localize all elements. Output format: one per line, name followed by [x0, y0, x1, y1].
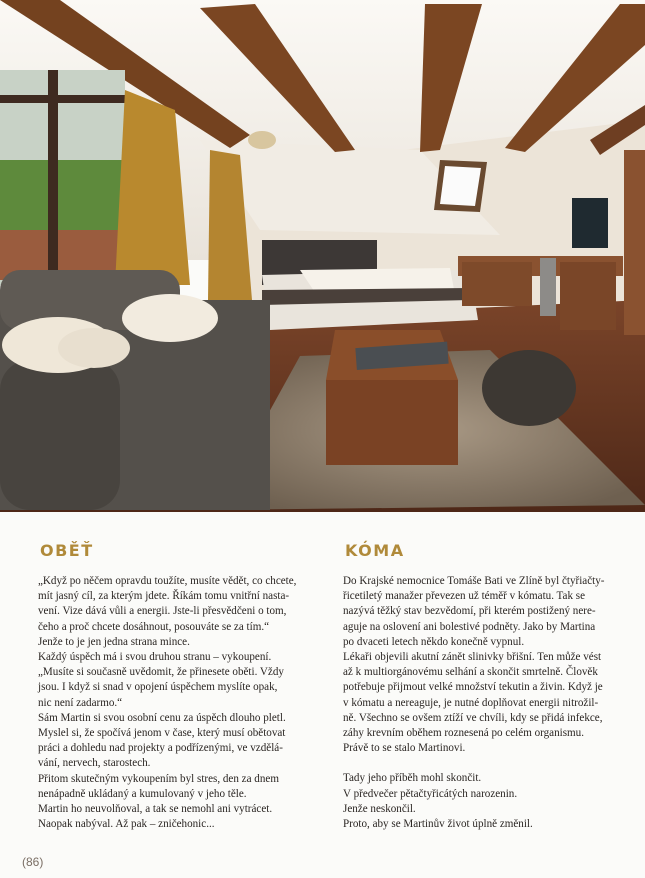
- right-column: [343, 540, 635, 832]
- section-heading-koma: KÓMA: [345, 541, 405, 560]
- cushion: [122, 294, 218, 342]
- tv: [572, 198, 608, 248]
- page-number-value: 86: [26, 855, 40, 869]
- right-paragraph: Do Krajské nemocnice Tomáše Bati ve Zlíně byl čtyřiačty- řicetiletý manažer převezen už téměř v kómatu. Tak se nazývá těžký stav bezvědomí, při kterém postižený nere- aguje na oslovení ani bolestivé podněty. Jako by Martina po dvaceti letech někdo konečně vypnul. Lékaři objevili akutní zánět slinivky břišní. Ten může vést až k multiorgánovému selhání a skončit smrtelně. Člověk potřebuje přijmout velké množství tekutin a živin. Když je v kómatu a nereaguje, je nutné doplňovat energii nitrožil- ně. Všechno se ovšem ztíží ve chvíli, kdy se přidá infekce, záhy krevním oběhem roznesená po celém organismu. Právě to se stalo Martinovi.: [343, 575, 605, 755]
- paragraph-gap: [343, 756, 635, 771]
- section-heading-obet: OBĚŤ: [40, 541, 94, 560]
- page-number: (86): [22, 855, 44, 869]
- door: [624, 150, 645, 335]
- pouf: [482, 350, 576, 426]
- coffee-table: [326, 380, 458, 465]
- pendant-lamp: [248, 131, 276, 149]
- chair: [540, 258, 556, 316]
- cushion: [58, 328, 130, 368]
- right-paragraph-closing: Tady jeho příběh mohl skončit. V předvečer pětačtyřicátých narozenin. Jenže neskončil. Proto, aby se Martinův život úplně změnil.: [343, 772, 533, 831]
- left-paragraph: „Když po něčem opravdu toužíte, musíte vědět, co chcete, mít jasný cíl, za kterým jdete. Říkám tomu vnitřní nasta- vení. Vize dává vůli a energii. Jste-li přesvědčeni o tom, čeho a proč chcete dosáhnout, posouváte se za tím.“ Jenže to je jen jedna strana mince. Každý úspěch má i svou druhou stranu – vykoupení. „Musíte si současně uvědomit, že přinesete oběti. Vždy jsou. I když si snad v opojení úspěchem myslíte opak, nic není zadarmo.“ Sám Martin si svou osobní cenu za úspěch dlouho pletl. Myslel si, že spočívá jenom v čase, který musí obětovat práci a dohledu nad projekty a podřízenými, ve vzdělá- vání, nervech, starostech. Přitom skutečným vykoupením byl stres, den za dnem nenápadně ukládaný a kumulovaný v jeho těle. Martin ho neuvolňoval, a tak se nemohl ani vytrácet. Naopak nabýval. Až pak – zničehonic...: [38, 575, 297, 831]
- left-column: [38, 540, 330, 832]
